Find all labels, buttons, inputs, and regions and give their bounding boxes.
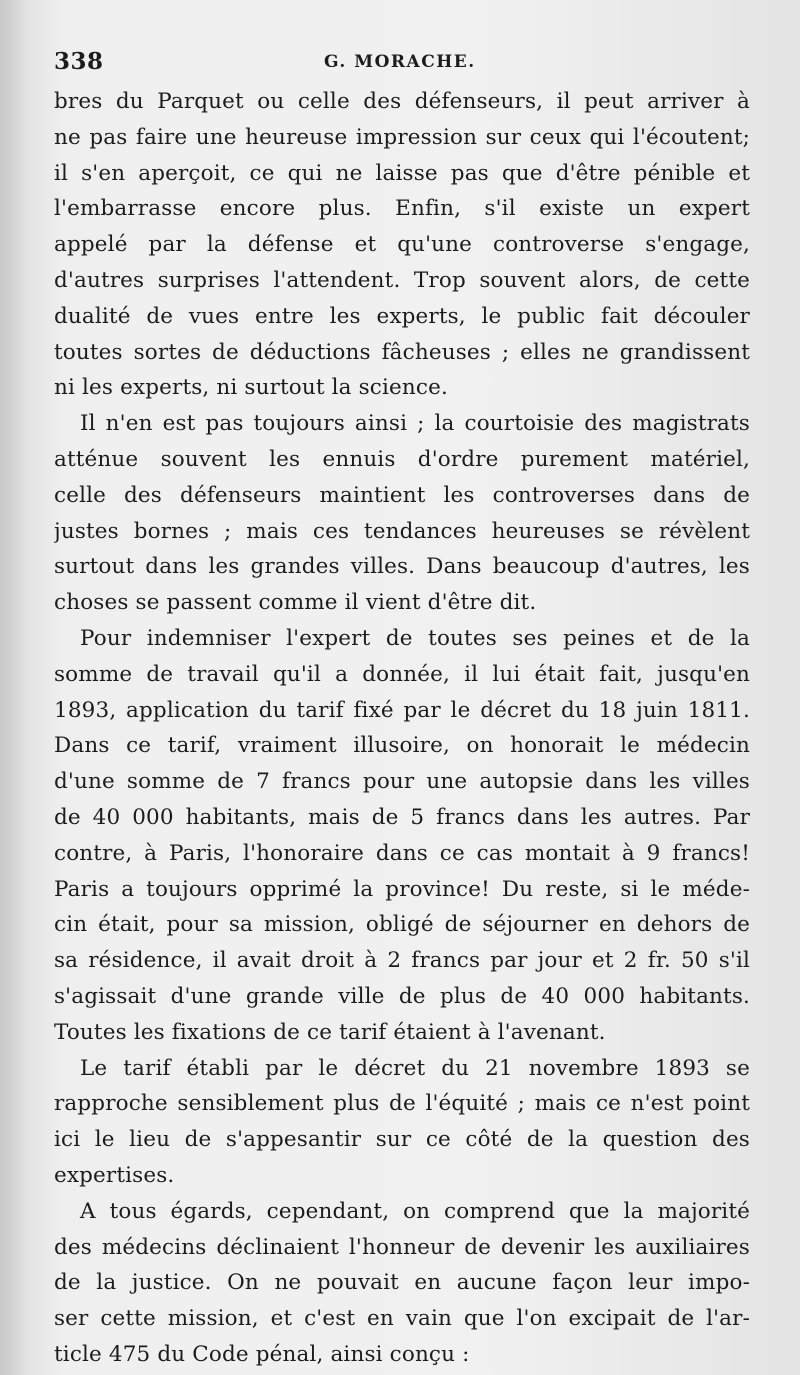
text-line: s'agissait d'une grande ville de plus de 40 000 habitants. (54, 983, 750, 1009)
text-line: cin était, pour sa mission, obligé de séjourner en dehors de (54, 912, 750, 938)
page-number: 338 (54, 48, 104, 75)
text-line: d'autres surprises l'attendent. Trop souvent alors, de cette (54, 267, 750, 293)
text-line: atténue souvent les ennuis d'ordre purement matériel, (54, 446, 750, 472)
text-line: ticle 475 du Code pénal, ainsi conçu : (54, 1341, 470, 1367)
text-line: rapproche sensiblement plus de l'équité ; mais ce n'est point (54, 1091, 750, 1117)
text-line: expertises. (54, 1162, 175, 1188)
text-line: ser cette mission, et c'est en vain que l'on excipait de l'ar- (54, 1306, 750, 1332)
text-line: Toutes les fixations de ce tarif étaient à l'avenant. (54, 1019, 606, 1045)
text-line: toutes sortes de déductions fâcheuses ; elles ne grandissent (54, 339, 750, 365)
text-line: surtout dans les grandes villes. Dans beaucoup d'autres, les (54, 554, 750, 580)
text-line: l'embarrasse encore plus. Enfin, s'il existe un expert (54, 196, 750, 222)
body-text (54, 84, 750, 1373)
text-line: ni les experts, ni surtout la science. (54, 375, 448, 401)
text-line: dualité de vues entre les experts, le public fait découler (54, 303, 750, 329)
text-line: bres du Parquet ou celle des défenseurs, il peut arriver à (54, 89, 750, 114)
running-head: G. MORACHE. (324, 52, 476, 72)
text-line: Pour indemniser l'expert de toutes ses peines et de la (80, 625, 750, 651)
text-line: de 40 000 habitants, mais de 5 francs dans les autres. Par (54, 804, 750, 830)
text-line: Paris a toujours opprimé la province! Du reste, si le méde- (54, 876, 750, 902)
text-line: Il n'en est pas toujours ainsi ; la courtoisie des magistrats (80, 411, 750, 437)
text-line: justes bornes ; mais ces tendances heureuses se révèlent (54, 518, 750, 544)
gutter-shadow (0, 0, 28, 1375)
text-line: choses se passent comme il vient d'être dit. (54, 590, 537, 616)
text-line: contre, à Paris, l'honoraire dans ce cas montait à 9 francs! (54, 840, 750, 866)
text-line: ne pas faire une heureuse impression sur ceux qui l'écoutent; (54, 124, 750, 150)
text-line: sa résidence, il avait droit à 2 francs par jour et 2 fr. 50 s'il (54, 948, 750, 974)
text-line: appelé par la défense et qu'une controverse s'engage, (54, 232, 750, 258)
text-line: 1893, application du tarif fixé par le décret du 18 juin 1811. (54, 697, 750, 723)
text-line: A tous égards, cependant, on comprend que la majorité (80, 1198, 750, 1224)
text-line: somme de travail qu'il a donnée, il lui était fait, jusqu'en (54, 661, 750, 687)
text-line: celle des défenseurs maintient les controverses dans de (54, 482, 750, 508)
text-line: de la justice. On ne pouvait en aucune façon leur impo- (54, 1270, 750, 1296)
text-line: Le tarif établi par le décret du 21 novembre 1893 se (80, 1055, 750, 1081)
text-line: ici le lieu de s'appesantir sur ce côté de la question des (54, 1127, 750, 1153)
text-line: d'une somme de 7 francs pour une autopsie dans les villes (54, 769, 750, 795)
text-line: des médecins déclinaient l'honneur de devenir les auxiliaires (54, 1234, 750, 1260)
page-header (54, 48, 760, 78)
text-line: il s'en aperçoit, ce qui ne laisse pas que d'être pénible et (54, 160, 750, 186)
text-line: Dans ce tarif, vraiment illusoire, on honorait le médecin (54, 733, 750, 759)
